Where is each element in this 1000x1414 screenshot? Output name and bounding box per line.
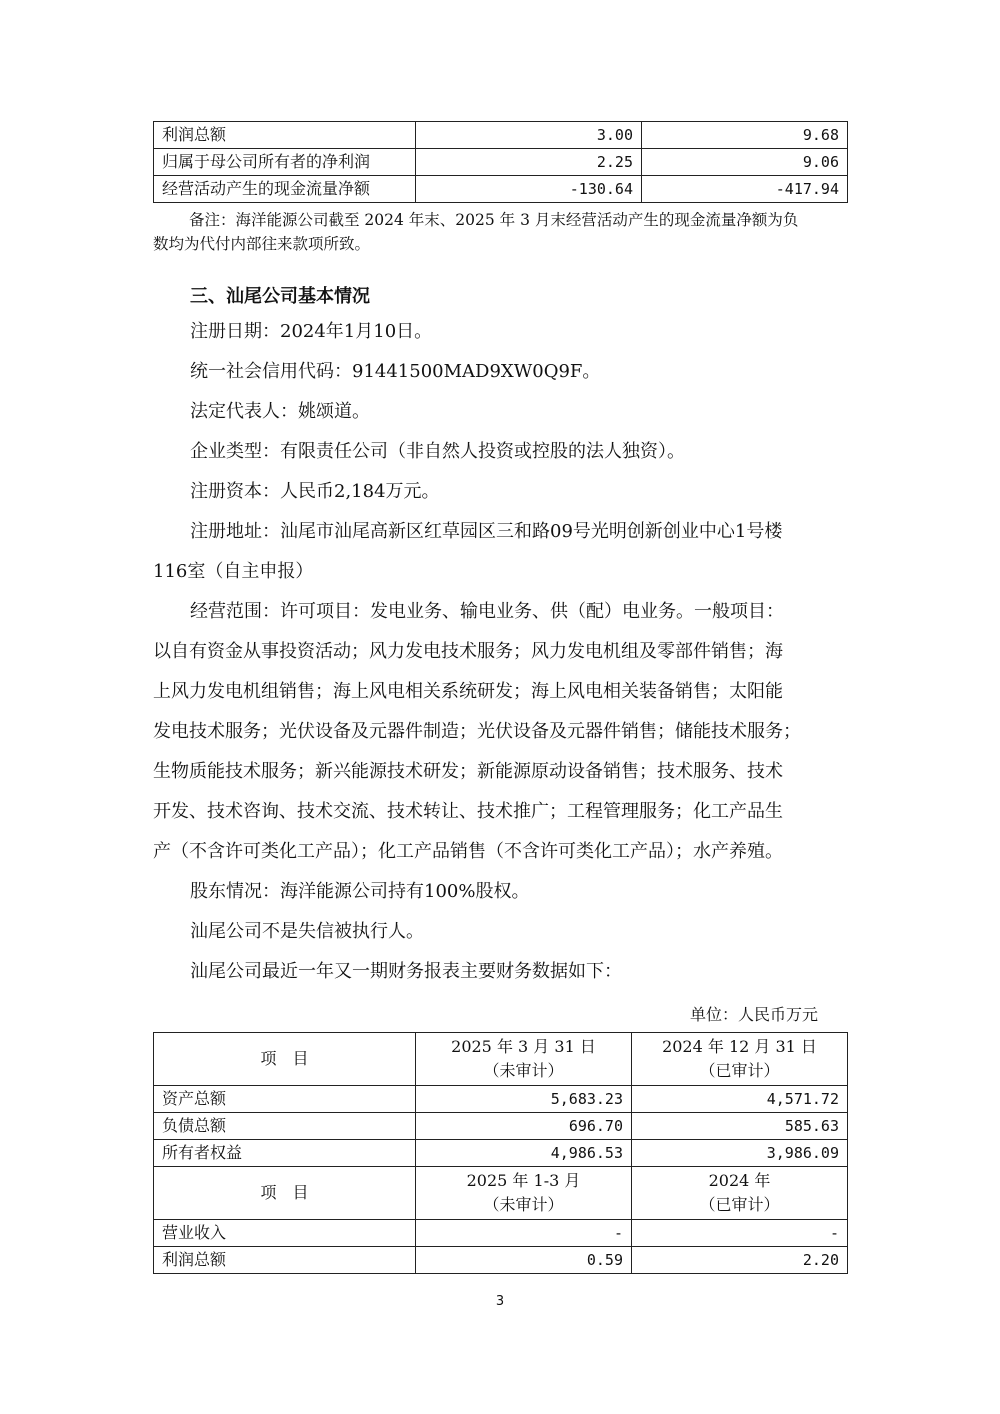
page-number: 3 — [495, 1294, 505, 1309]
value-cell: 4,986.53 — [416, 1140, 632, 1167]
value-cell: -417.94 — [642, 176, 848, 203]
table-row — [154, 1247, 848, 1274]
business-scope-line: 发电技术服务；光伏设备及元器件制造；光伏设备及元器件销售；储能技术服务； — [153, 721, 801, 742]
credit-code: 统一社会信用代码：91441500MAD9XW0Q9F。 — [190, 361, 601, 382]
header-item: 项 目 — [154, 1033, 416, 1086]
table-row — [154, 1140, 848, 1167]
row-label: 利润总额 — [154, 1247, 416, 1274]
value-cell: -130.64 — [416, 176, 642, 203]
business-scope-line: 上风力发电机组销售；海上风电相关系统研发；海上风电相关装备销售；太阳能 — [153, 681, 783, 702]
row-label: 营业收入 — [154, 1220, 416, 1247]
header-date: 2025 年 3 月 31 日 — [451, 1037, 596, 1056]
value-cell: 2.20 — [632, 1247, 848, 1274]
top-financial-table — [153, 121, 848, 203]
table-row — [154, 1220, 848, 1247]
row-label: 经营活动产生的现金流量净额 — [154, 176, 416, 203]
table-row — [154, 176, 848, 203]
value-cell: 0.59 — [416, 1247, 632, 1274]
header-col — [632, 1167, 848, 1220]
header-audit: （未审计） — [483, 1061, 564, 1080]
table-row — [154, 149, 848, 176]
business-scope-line: 产（不含许可类化工产品）；化工产品销售（不含许可类化工产品）；水产养殖。 — [153, 841, 783, 862]
table-row — [154, 1086, 848, 1113]
table-row — [154, 122, 848, 149]
value-cell: - — [632, 1220, 848, 1247]
header-col — [416, 1167, 632, 1220]
header-col — [416, 1033, 632, 1086]
header-audit: （已审计） — [699, 1061, 780, 1080]
value-cell: 5,683.23 — [416, 1086, 632, 1113]
row-label: 负债总额 — [154, 1113, 416, 1140]
unit-label: 单位：人民币万元 — [690, 1005, 819, 1024]
company-info — [153, 312, 853, 992]
header-audit: （已审计） — [699, 1195, 780, 1214]
header-col — [632, 1033, 848, 1086]
address-line-1: 注册地址：汕尾市汕尾高新区红草园区三和路09号光明创新创业中心1号楼 — [190, 521, 783, 542]
row-label: 利润总额 — [154, 122, 416, 149]
row-label: 归属于母公司所有者的净利润 — [154, 149, 416, 176]
value-cell: 4,571.72 — [632, 1086, 848, 1113]
financial-data-table — [153, 1032, 848, 1274]
value-cell: 585.63 — [632, 1113, 848, 1140]
row-label: 所有者权益 — [154, 1140, 416, 1167]
header-date: 2024 年 12 月 31 日 — [662, 1037, 817, 1056]
value-cell: 9.68 — [642, 122, 848, 149]
value-cell: - — [416, 1220, 632, 1247]
registration-date: 注册日期：2024年1月10日。 — [190, 321, 433, 342]
section-title: 三、汕尾公司基本情况 — [190, 286, 370, 307]
header-period: 2024 年 — [708, 1171, 771, 1190]
business-scope-line: 以自有资金从事投资活动；风力发电技术服务；风力发电机组及零部件销售；海 — [153, 641, 783, 662]
row-label: 资产总额 — [154, 1086, 416, 1113]
business-scope-line: 开发、技术咨询、技术交流、技术转让、技术推广；工程管理服务；化工产品生 — [153, 801, 783, 822]
legal-representative: 法定代表人：姚颂道。 — [190, 401, 370, 422]
note-line-2: 数均为代付内部往来款项所致。 — [153, 235, 371, 253]
dishonest-status: 汕尾公司不是失信被执行人。 — [190, 921, 424, 942]
value-cell: 2.25 — [416, 149, 642, 176]
address-line-2: 116室（自主申报） — [153, 561, 314, 582]
business-scope-line: 生物质能技术服务；新兴能源技术研发；新能源原动设备销售；技术服务、技术 — [153, 761, 783, 782]
value-cell: 3,986.09 — [632, 1140, 848, 1167]
shareholder-info: 股东情况：海洋能源公司持有100%股权。 — [190, 881, 530, 902]
business-scope-line: 经营范围：许可项目：发电业务、输电业务、供（配）电业务。一般项目： — [190, 601, 784, 622]
value-cell: 696.70 — [416, 1113, 632, 1140]
header-item: 项 目 — [154, 1167, 416, 1220]
table-header-row — [154, 1033, 848, 1086]
header-period: 2025 年 1-3 月 — [466, 1171, 581, 1190]
registered-capital: 注册资本：人民币2,184万元。 — [190, 481, 440, 502]
table-note — [153, 208, 853, 256]
company-type: 企业类型：有限责任公司（非自然人投资或控股的法人独资）。 — [190, 441, 685, 462]
financial-intro: 汕尾公司最近一年又一期财务报表主要财务数据如下： — [190, 961, 622, 982]
value-cell: 3.00 — [416, 122, 642, 149]
value-cell: 9.06 — [642, 149, 848, 176]
note-line-1: 备注：海洋能源公司截至 2024 年末、2025 年 3 月末经营活动产生的现金流量净额为负 — [189, 211, 799, 229]
table-header-row — [154, 1167, 848, 1220]
table-row — [154, 1113, 848, 1140]
header-audit: （未审计） — [483, 1195, 564, 1214]
